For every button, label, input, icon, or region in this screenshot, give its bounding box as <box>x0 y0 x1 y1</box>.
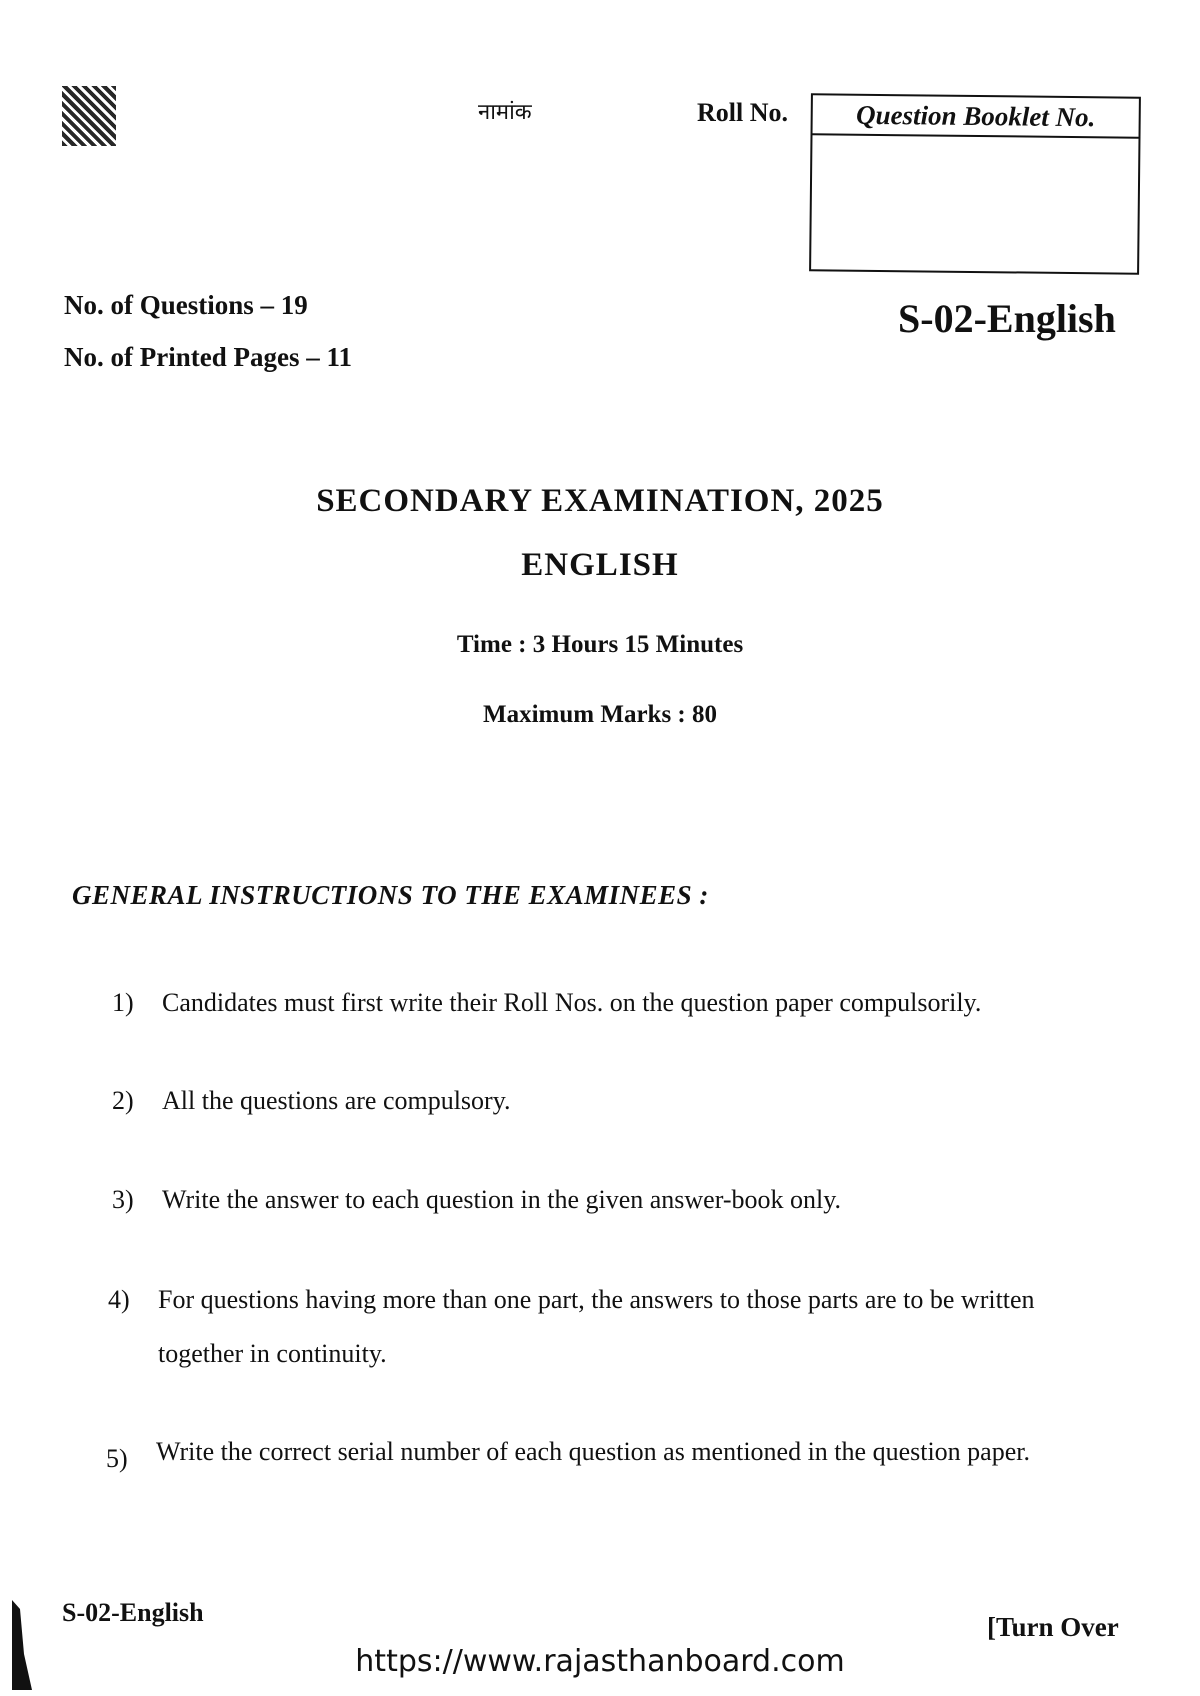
question-booklet-label: Question Booklet No. <box>813 95 1139 138</box>
roll-number-label: Roll No. <box>697 98 788 127</box>
question-booklet-value[interactable] <box>811 135 1138 272</box>
website-url[interactable]: https://www.rajasthanboard.com <box>355 1644 845 1679</box>
footer-paper-code: S-02-English <box>62 1598 204 1627</box>
instruction-number: 4) <box>108 1285 130 1314</box>
instruction-number: 2) <box>112 1086 134 1115</box>
instructions-heading: GENERAL INSTRUCTIONS TO THE EXAMINEES : <box>72 880 709 910</box>
maximum-marks: Maximum Marks : 80 <box>483 701 717 728</box>
subject-title: ENGLISH <box>521 547 679 583</box>
qr-code-icon <box>62 86 116 146</box>
exam-duration: Time : 3 Hours 15 Minutes <box>456 631 744 658</box>
instruction-text: Write the answer to each question in the given answer-book only. <box>162 1185 842 1214</box>
number-of-questions: No. of Questions – 19 <box>64 290 308 320</box>
instruction-text: Write the correct serial number of each question as mentioned in the question paper. <box>156 1437 1030 1466</box>
number-of-printed-pages: No. of Printed Pages – 11 <box>64 342 352 372</box>
hindi-roll-label: नामांक <box>478 100 532 125</box>
turn-over-label: [Turn Over <box>987 1612 1119 1642</box>
instruction-text: For questions having more than one part, the answers to those parts are to be written together in continuity. <box>158 1285 1035 1368</box>
instruction-number: 1) <box>112 988 134 1017</box>
question-booklet-box[interactable] <box>809 93 1141 274</box>
instruction-number: 5) <box>106 1444 128 1473</box>
instruction-number: 3) <box>112 1185 134 1214</box>
paper-code: S-02-English <box>898 296 1116 341</box>
instruction-text: Candidates must first write their Roll Nos. on the question paper compulsorily. <box>162 988 982 1017</box>
instruction-text: All the questions are compulsory. <box>162 1086 511 1115</box>
exam-title: SECONDARY EXAMINATION, 2025 <box>316 483 884 519</box>
